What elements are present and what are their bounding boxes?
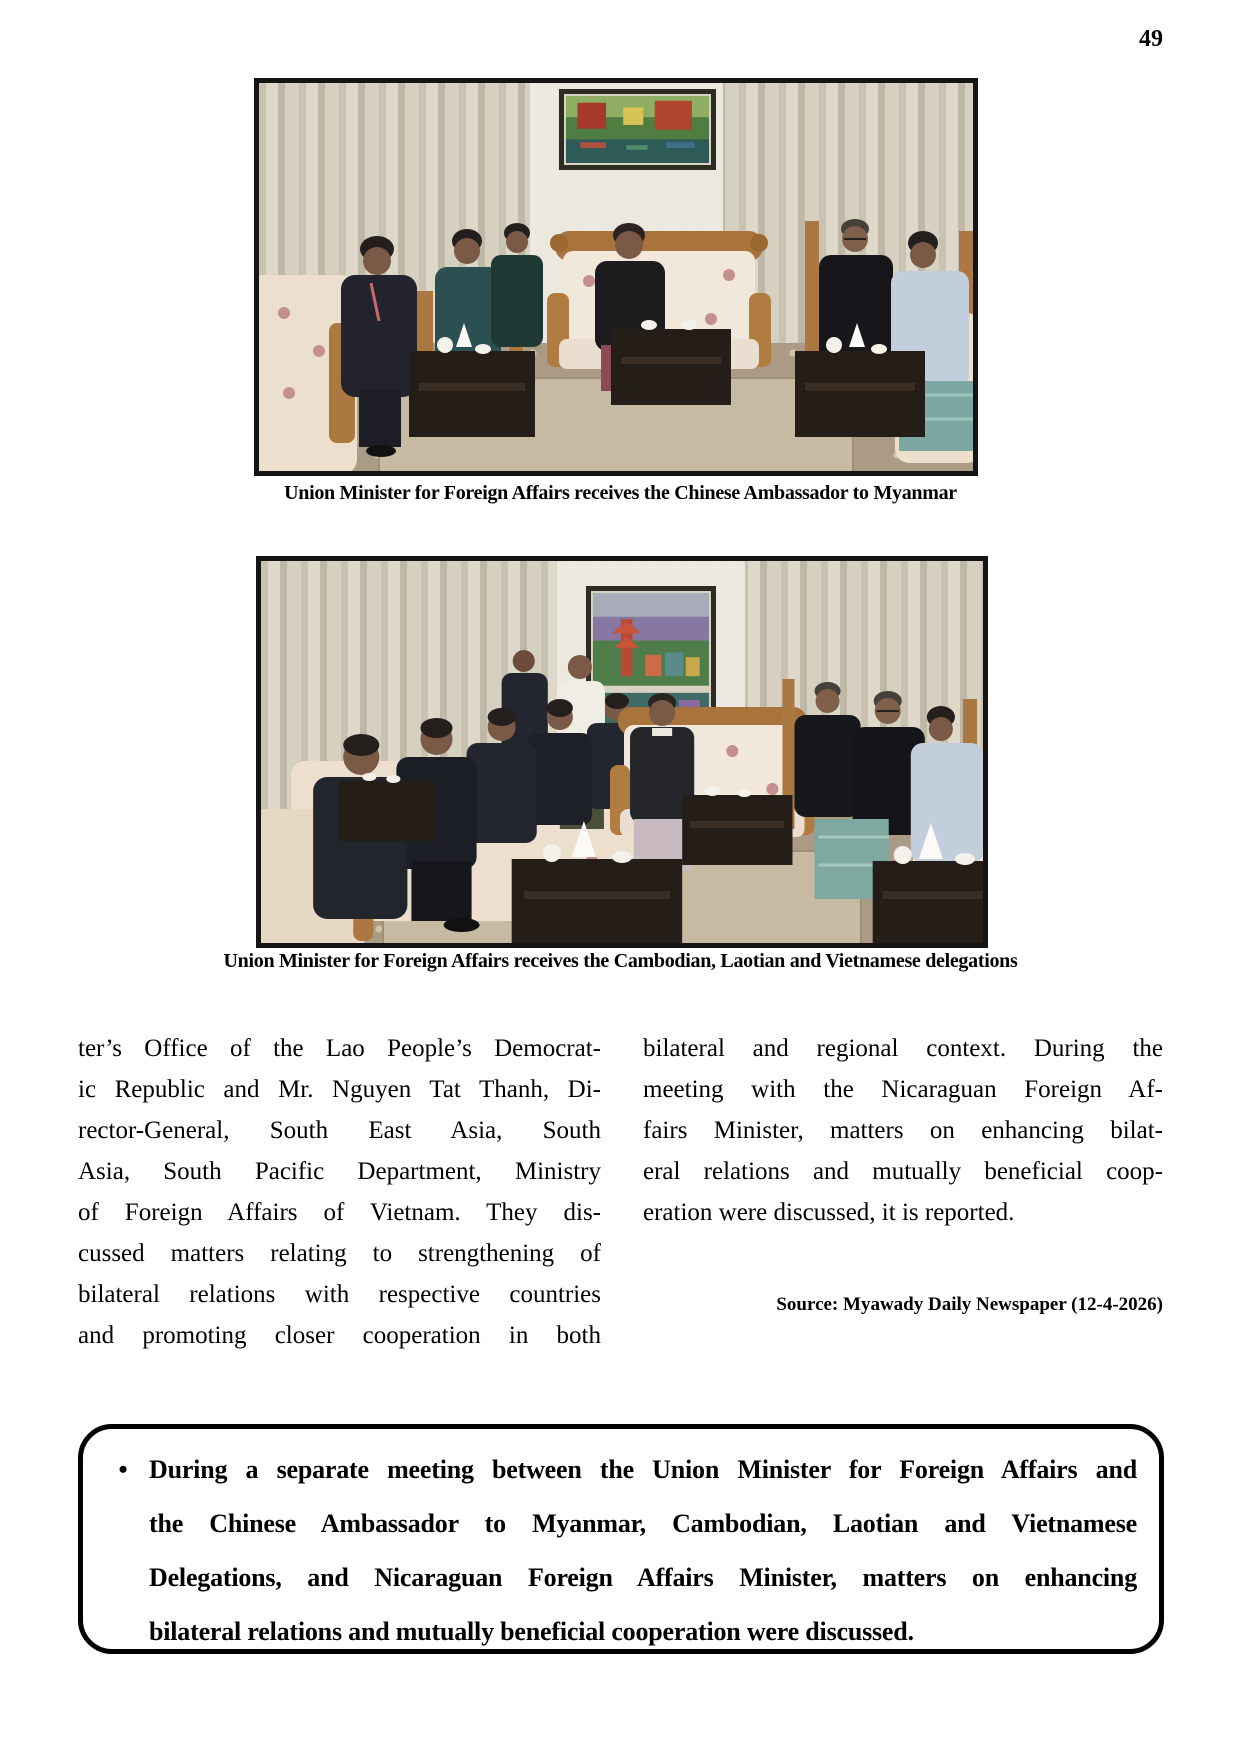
photo-delegations-meeting [256,556,988,948]
body-line: ter’s Office of the Lao People’s Democrat- [78,1035,601,1062]
source-attribution: Source: Myawady Daily Newspaper (12-4-2026) [776,1294,1163,1315]
visitor-behind [491,223,543,347]
coffee-table [682,786,792,865]
body-line: fairs Minister, matters on enhancing bilat- [643,1117,1163,1144]
article-left-column [78,1028,601,1356]
meeting-scene [259,83,973,471]
body-line: bilateral and regional context. During the [643,1035,1163,1062]
body-line: and promoting closer cooperation in both [78,1322,601,1349]
summary-line: the Chinese Ambassador to Myanmar, Cambodian, Laotian and Vietnamese [149,1509,1137,1538]
page-number: 49 [1139,26,1163,52]
body-line: meeting with the Nicaraguan Foreign Af- [643,1076,1163,1103]
summary-line: bilateral relations and mutually beneficial cooperation were discussed. [149,1617,914,1646]
body-line: bilateral relations with respective countries [78,1281,601,1308]
bullet-point: • [118,1455,128,1484]
body-line: eral relations and mutually beneficial coop- [643,1158,1163,1185]
body-line: Asia, South Pacific Department, Ministry [78,1158,601,1185]
summary-text [149,1443,1137,1646]
body-line: cussed matters relating to strengthening of [78,1240,601,1267]
body-line: ic Republic and Mr. Nguyen Tat Thanh, Di- [78,1076,601,1103]
photo-chinese-ambassador-meeting [254,78,978,476]
summary-line: During a separate meeting between the Union Minister for Foreign Affairs and [149,1455,1137,1484]
article-right-column [643,1028,1163,1233]
photo-caption: Union Minister for Foreign Affairs receives the Chinese Ambassador to Myanmar [284,482,957,504]
body-line: rector-General, South East Asia, South [78,1117,601,1144]
coffee-table [611,320,731,405]
body-line: eration were discussed, it is reported. [643,1199,1015,1226]
meeting-scene [261,561,983,943]
summary-box [78,1424,1164,1654]
body-line: of Foreign Affairs of Vietnam. They dis- [78,1199,601,1226]
summary-line: Delegations, and Nicaraguan Foreign Affairs Minister, matters on enhancing [149,1563,1137,1592]
photo-caption: Union Minister for Foreign Affairs receives the Cambodian, Laotian and Vietnamese delegations [223,950,1018,972]
coffee-table [339,773,435,841]
